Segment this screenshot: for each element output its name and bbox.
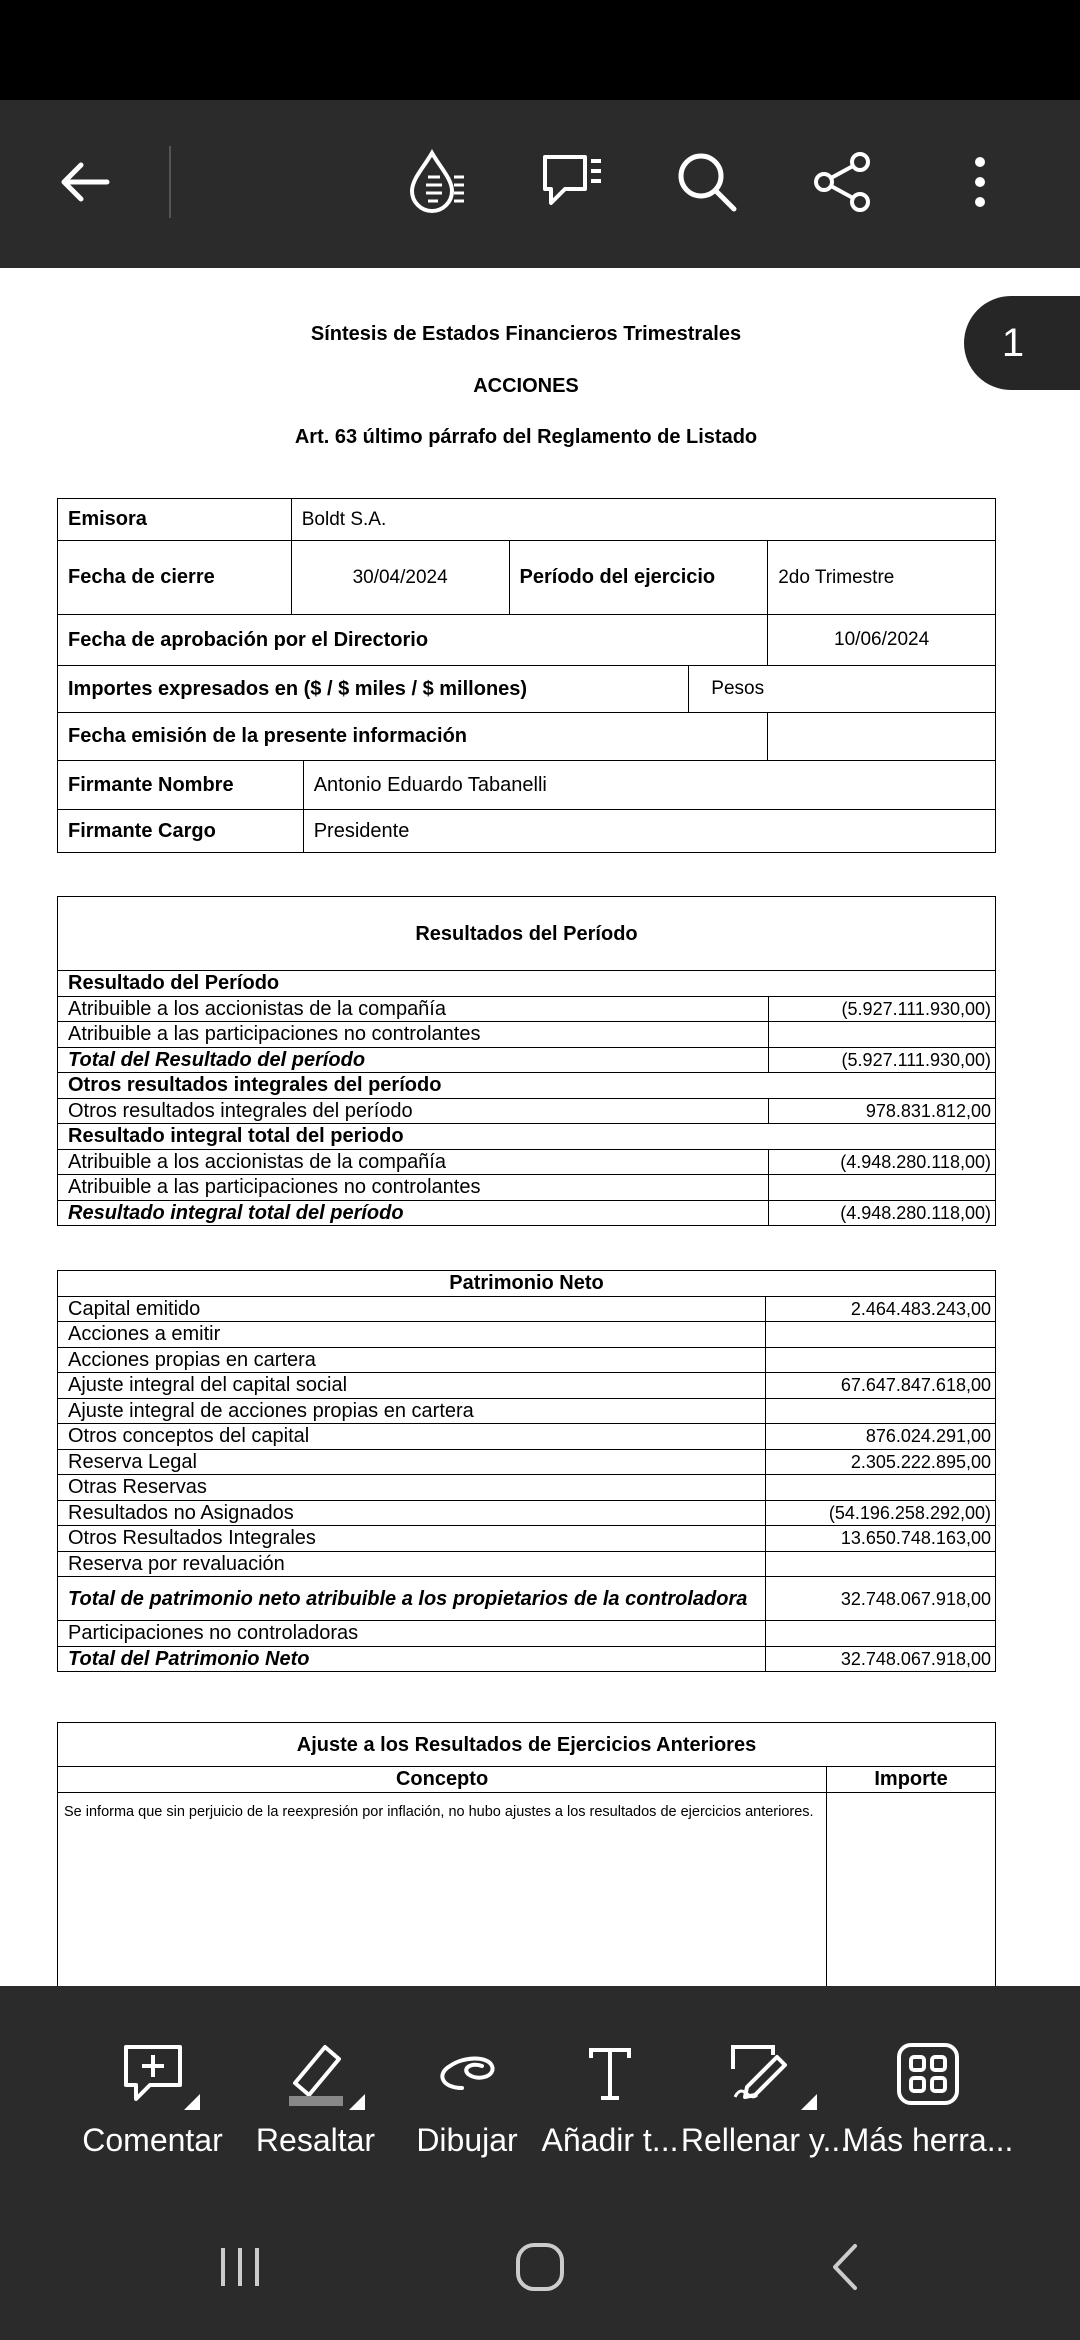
patrimonio-row — [58, 1322, 996, 1348]
patrimonio-row-label: Ajuste integral del capital social — [58, 1373, 766, 1399]
resultados-row — [58, 1175, 996, 1201]
emisora-value: Boldt S.A. — [291, 499, 995, 541]
patrimonio-row-label: Otros conceptos del capital — [58, 1424, 766, 1450]
submenu-triangle — [184, 2094, 200, 2110]
draw-icon — [432, 2044, 502, 2104]
resultados-row-label: Atribuible a los accionistas de la compañía — [58, 1149, 769, 1175]
status-bar — [0, 0, 1080, 100]
resultados-row-value: (4.948.280.118,00) — [769, 1200, 996, 1226]
tool-label: Resaltar — [255, 2122, 376, 2158]
patrimonio-row — [58, 1296, 996, 1322]
patrimonio-row-label: Total del Patrimonio Neto — [58, 1646, 766, 1672]
system-nav-bar — [0, 2194, 1080, 2340]
patrimonio-row — [58, 1475, 996, 1501]
patrimonio-row — [58, 1398, 996, 1424]
resultados-row-value: (4.948.280.118,00) — [769, 1149, 996, 1175]
resultados-row-label: Resultado integral total del periodo — [58, 1124, 996, 1150]
patrimonio-row-value: 67.647.847.618,00 — [766, 1373, 996, 1399]
fecha-cierre-value: 30/04/2024 — [291, 541, 509, 615]
liquid-mode-icon[interactable] — [395, 144, 475, 220]
bottom-toolbar — [0, 1986, 1080, 2194]
resultados-row-value: (5.927.111.930,00) — [769, 996, 996, 1022]
patrimonio-table — [57, 1270, 996, 1672]
add-text-icon — [585, 2044, 635, 2104]
back-arrow-icon[interactable] — [50, 146, 120, 218]
patrimonio-row-value: 32.748.067.918,00 — [766, 1646, 996, 1672]
submenu-triangle — [801, 2094, 817, 2110]
tool-more-tools[interactable] — [842, 1986, 1014, 2194]
aprobacion-label: Fecha de aprobación por el Directorio — [58, 615, 768, 666]
patrimonio-row-label: Capital emitido — [58, 1296, 766, 1322]
tool-label: Añadir t... — [541, 2122, 679, 2158]
importes-value: Pesos — [689, 666, 996, 713]
resultados-row — [58, 971, 996, 997]
comments-list-icon[interactable] — [532, 144, 612, 220]
patrimonio-row — [58, 1424, 996, 1450]
emision-label: Fecha emisión de la presente información — [58, 713, 768, 761]
submenu-triangle — [349, 2094, 365, 2110]
emision-value — [768, 713, 996, 761]
emisora-label: Emisora — [58, 499, 292, 541]
aprobacion-value: 10/06/2024 — [768, 615, 996, 666]
resultados-row-label: Otros resultados integrales del período — [58, 1098, 769, 1124]
patrimonio-row — [58, 1500, 996, 1526]
patrimonio-row — [58, 1449, 996, 1475]
concepto-header: Concepto — [58, 1767, 827, 1793]
patrimonio-row-value — [766, 1398, 996, 1424]
resultados-row-value: (5.927.111.930,00) — [769, 1047, 996, 1073]
ajuste-title: Ajuste a los Resultados de Ejercicios Anteriores — [58, 1723, 996, 1767]
resultados-row — [58, 1149, 996, 1175]
firmante-nombre-label: Firmante Nombre — [58, 761, 304, 810]
periodo-value: 2do Trimestre — [768, 541, 996, 615]
resultados-row-label: Otros resultados integrales del período — [58, 1073, 996, 1099]
patrimonio-row — [58, 1577, 996, 1621]
resultados-row-value — [769, 1175, 996, 1201]
patrimonio-row-value: (54.196.258.292,00) — [766, 1500, 996, 1526]
tool-label: Dibujar — [416, 2122, 518, 2158]
patrimonio-row-label: Total de patrimonio neto atribuible a los propietarios de la controladora — [58, 1577, 766, 1621]
resultados-row-label: Total del Resultado del período — [58, 1047, 769, 1073]
patrimonio-row-label: Reserva Legal — [58, 1449, 766, 1475]
doc-title: Síntesis de Estados Financieros Trimestrales — [310, 323, 742, 345]
more-vertical-icon[interactable] — [950, 144, 1010, 220]
tool-fill-sign[interactable] — [680, 1986, 850, 2194]
more-tools-icon — [895, 2041, 961, 2107]
resultados-row-value: 978.831.812,00 — [769, 1098, 996, 1124]
ajuste-table — [57, 1722, 996, 1986]
search-icon[interactable] — [667, 144, 747, 220]
patrimonio-row-value — [766, 1621, 996, 1647]
toolbar-divider — [169, 146, 171, 218]
patrimonio-row — [58, 1646, 996, 1672]
patrimonio-row-label: Acciones propias en cartera — [58, 1347, 766, 1373]
patrimonio-row-label: Reserva por revaluación — [58, 1551, 766, 1577]
resultados-row — [58, 1047, 996, 1073]
resultados-row-label: Atribuible a las participaciones no controlantes — [58, 1175, 769, 1201]
importe-text — [827, 1792, 996, 1986]
resultados-row-label: Resultado integral total del período — [58, 1200, 769, 1226]
resultados-row — [58, 1124, 996, 1150]
back-icon[interactable] — [795, 2194, 895, 2340]
tool-add-text[interactable] — [535, 1986, 685, 2194]
resultados-row-label: Resultado del Período — [58, 971, 996, 997]
tool-label: Más herra... — [842, 2122, 1014, 2158]
doc-article: Art. 63 último párrafo del Reglamento de Listado — [294, 426, 758, 448]
resultados-row-value — [769, 1022, 996, 1048]
patrimonio-title: Patrimonio Neto — [58, 1271, 996, 1297]
resultados-row — [58, 1098, 996, 1124]
patrimonio-row-value — [766, 1322, 996, 1348]
resultados-table — [57, 896, 996, 1226]
doc-subtitle: ACCIONES — [473, 375, 579, 397]
tool-label: Comentar — [82, 2122, 223, 2158]
patrimonio-row-value: 2.464.483.243,00 — [766, 1296, 996, 1322]
fecha-cierre-label: Fecha de cierre — [58, 541, 292, 615]
tool-label: Rellenar y... — [680, 2122, 850, 2158]
importes-label: Importes expresados en ($ / $ miles / $ millones) — [58, 666, 689, 713]
resultados-row — [58, 1022, 996, 1048]
page-indicator[interactable]: 1 — [964, 296, 1080, 390]
highlighter-icon — [281, 2039, 351, 2109]
patrimonio-row-label: Resultados no Asignados — [58, 1500, 766, 1526]
resultados-title: Resultados del Período — [58, 897, 996, 971]
periodo-label: Período del ejercicio — [509, 541, 768, 615]
patrimonio-row — [58, 1347, 996, 1373]
recent-apps-icon[interactable] — [190, 2194, 290, 2340]
concepto-text: Se informa que sin perjuicio de la reexpresión por inflación, no hubo ajustes a los resultados de ejercicios anteriores. — [58, 1792, 827, 1986]
resultados-row-label: Atribuible a los accionistas de la compañía — [58, 996, 769, 1022]
document-page[interactable] — [0, 268, 1080, 1986]
resultados-row — [58, 1073, 996, 1099]
patrimonio-row — [58, 1373, 996, 1399]
top-toolbar — [0, 100, 1080, 268]
patrimonio-row-value — [766, 1551, 996, 1577]
firmante-nombre-value: Antonio Eduardo Tabanelli — [303, 761, 995, 810]
resultados-row — [58, 996, 996, 1022]
patrimonio-row — [58, 1526, 996, 1552]
patrimonio-row-label: Acciones a emitir — [58, 1322, 766, 1348]
resultados-row — [58, 1200, 996, 1226]
home-icon[interactable] — [490, 2194, 590, 2340]
patrimonio-row-label: Ajuste integral de acciones propias en cartera — [58, 1398, 766, 1424]
patrimonio-row — [58, 1551, 996, 1577]
tool-comment[interactable] — [70, 1986, 235, 2194]
patrimonio-row-label: Participaciones no controladoras — [58, 1621, 766, 1647]
fill-sign-icon — [727, 2041, 803, 2107]
patrimonio-row-value: 13.650.748.163,00 — [766, 1526, 996, 1552]
patrimonio-row-value — [766, 1475, 996, 1501]
firmante-cargo-label: Firmante Cargo — [58, 810, 304, 853]
share-icon[interactable] — [803, 144, 883, 220]
comment-add-icon — [120, 2041, 186, 2107]
tool-highlight[interactable] — [243, 1986, 388, 2194]
patrimonio-row-label: Otros Resultados Integrales — [58, 1526, 766, 1552]
importe-header: Importe — [827, 1767, 996, 1793]
tool-draw[interactable] — [412, 1986, 522, 2194]
patrimonio-row-value: 2.305.222.895,00 — [766, 1449, 996, 1475]
patrimonio-row-value — [766, 1347, 996, 1373]
info-table — [57, 498, 996, 853]
resultados-row-label: Atribuible a las participaciones no controlantes — [58, 1022, 769, 1048]
patrimonio-row — [58, 1621, 996, 1647]
firmante-cargo-value: Presidente — [303, 810, 995, 853]
patrimonio-row-value: 32.748.067.918,00 — [766, 1577, 996, 1621]
patrimonio-row-value: 876.024.291,00 — [766, 1424, 996, 1450]
patrimonio-row-label: Otras Reservas — [58, 1475, 766, 1501]
